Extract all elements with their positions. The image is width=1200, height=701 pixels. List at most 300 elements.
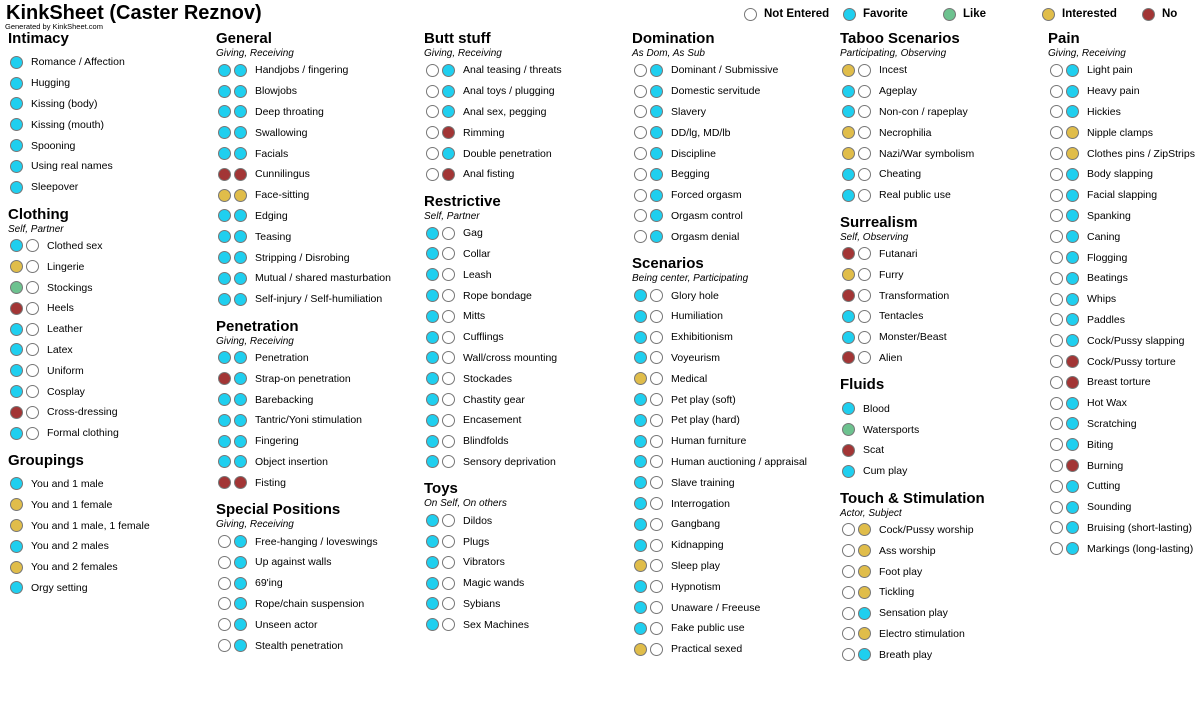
choice-circle[interactable] — [234, 577, 247, 590]
choice-circle[interactable] — [442, 105, 455, 118]
kink-label: Sybians — [463, 597, 501, 610]
choice-circle[interactable] — [842, 586, 855, 599]
choice-circle[interactable] — [442, 268, 455, 281]
choice-circle[interactable] — [218, 293, 231, 306]
choice-circle[interactable] — [634, 310, 647, 323]
choice-circle[interactable] — [634, 435, 647, 448]
choice-circle[interactable] — [234, 597, 247, 610]
section-gap — [216, 310, 391, 318]
choice-circle[interactable] — [442, 289, 455, 302]
choice-circle[interactable] — [858, 648, 871, 661]
choice-circle[interactable] — [234, 189, 247, 202]
choice-circle[interactable] — [842, 465, 855, 478]
choice-circle[interactable] — [1050, 105, 1063, 118]
section-gap — [8, 198, 150, 206]
choice-circle[interactable] — [442, 393, 455, 406]
choice-circle[interactable] — [442, 535, 455, 548]
choice-circle[interactable] — [1050, 189, 1063, 202]
choice-circle[interactable] — [1050, 417, 1063, 430]
choice-circle[interactable] — [858, 627, 871, 640]
choice-circle[interactable] — [650, 310, 663, 323]
choice-circle[interactable] — [1066, 521, 1079, 534]
choice-circle[interactable] — [234, 639, 247, 652]
choice-circle[interactable] — [1050, 230, 1063, 243]
choice-circle[interactable] — [1066, 251, 1079, 264]
choice-circle[interactable] — [858, 544, 871, 557]
choice-circle[interactable] — [842, 147, 855, 160]
choice-circle[interactable] — [650, 372, 663, 385]
choice-circle[interactable] — [650, 580, 663, 593]
choice-circle[interactable] — [650, 351, 663, 364]
choice-circle[interactable] — [218, 393, 231, 406]
kink-item — [424, 594, 562, 615]
choice-circle[interactable] — [218, 64, 231, 77]
choice-circle[interactable] — [426, 147, 439, 160]
choice-circle[interactable] — [218, 639, 231, 652]
choice-circle[interactable] — [234, 64, 247, 77]
choice-circle[interactable] — [234, 251, 247, 264]
choice-circle[interactable] — [442, 168, 455, 181]
choice-circle[interactable] — [650, 331, 663, 344]
choice-circle[interactable] — [442, 577, 455, 590]
kink-label: Rimming — [463, 126, 505, 139]
choice-circle[interactable] — [218, 577, 231, 590]
choice-circle[interactable] — [442, 126, 455, 139]
choice-circle[interactable] — [1050, 397, 1063, 410]
choice-circle[interactable] — [858, 586, 871, 599]
choice-circle[interactable] — [442, 85, 455, 98]
choice-circle[interactable] — [650, 168, 663, 181]
choice-circle[interactable] — [10, 160, 23, 173]
choice-circle[interactable] — [1066, 542, 1079, 555]
choice-circle[interactable] — [218, 147, 231, 160]
choice-circle[interactable] — [650, 209, 663, 222]
choice-circle[interactable] — [442, 414, 455, 427]
choice-circle[interactable] — [634, 105, 647, 118]
choice-circle[interactable] — [26, 281, 39, 294]
choice-circle[interactable] — [1066, 334, 1079, 347]
choice-circle[interactable] — [1050, 376, 1063, 389]
choice-circle[interactable] — [1050, 480, 1063, 493]
choice-circle[interactable] — [650, 455, 663, 468]
choice-circle[interactable] — [426, 331, 439, 344]
choice-circle[interactable] — [10, 343, 23, 356]
choice-circle[interactable] — [1066, 189, 1079, 202]
choice-circle[interactable] — [650, 289, 663, 302]
choice-circle[interactable] — [10, 56, 23, 69]
choice-circle[interactable] — [218, 597, 231, 610]
choice-circle[interactable] — [442, 597, 455, 610]
choice-circle[interactable] — [26, 260, 39, 273]
choice-circle[interactable] — [1050, 168, 1063, 181]
choice-circle[interactable] — [426, 85, 439, 98]
choice-circle[interactable] — [650, 559, 663, 572]
choice-circle[interactable] — [634, 372, 647, 385]
choice-circle[interactable] — [1050, 313, 1063, 326]
kink-label: Wall/cross mounting — [463, 351, 558, 364]
choice-circle[interactable] — [218, 126, 231, 139]
kink-label: Whips — [1087, 293, 1117, 306]
choice-circle[interactable] — [634, 289, 647, 302]
choice-circle[interactable] — [10, 97, 23, 110]
choice-circle[interactable] — [1066, 293, 1079, 306]
choice-circle[interactable] — [426, 455, 439, 468]
choice-circle[interactable] — [442, 64, 455, 77]
choice-circle[interactable] — [10, 323, 23, 336]
choice-circle[interactable] — [218, 168, 231, 181]
choice-circle[interactable] — [234, 147, 247, 160]
choice-circle[interactable] — [650, 64, 663, 77]
choice-circle[interactable] — [634, 85, 647, 98]
choice-circle[interactable] — [234, 272, 247, 285]
choice-circle[interactable] — [1050, 147, 1063, 160]
choice-circle[interactable] — [634, 455, 647, 468]
choice-circle[interactable] — [1066, 501, 1079, 514]
kink-label: Swallowing — [255, 126, 308, 139]
choice-circle[interactable] — [26, 323, 39, 336]
choice-circle[interactable] — [1066, 397, 1079, 410]
choice-circle[interactable] — [858, 126, 871, 139]
choice-circle[interactable] — [10, 519, 23, 532]
choice-circle[interactable] — [426, 105, 439, 118]
choice-circle[interactable] — [650, 105, 663, 118]
choice-circle[interactable] — [10, 181, 23, 194]
choice-circle[interactable] — [10, 561, 23, 574]
choice-circle[interactable] — [634, 414, 647, 427]
choice-circle[interactable] — [1066, 85, 1079, 98]
choice-circle[interactable] — [234, 85, 247, 98]
kink-item — [632, 306, 807, 327]
choice-circle[interactable] — [634, 168, 647, 181]
choice-circle[interactable] — [26, 385, 39, 398]
choice-circle[interactable] — [426, 168, 439, 181]
choice-circle[interactable] — [1050, 501, 1063, 514]
choice-circle[interactable] — [1050, 334, 1063, 347]
choice-circle[interactable] — [426, 64, 439, 77]
choice-circle[interactable] — [1050, 293, 1063, 306]
choice-circle[interactable] — [426, 514, 439, 527]
choice-circle[interactable] — [1066, 438, 1079, 451]
choice-circle[interactable] — [634, 189, 647, 202]
choice-circle[interactable] — [650, 539, 663, 552]
choice-circle[interactable] — [842, 331, 855, 344]
choice-circle[interactable] — [1066, 105, 1079, 118]
choice-circle[interactable] — [234, 209, 247, 222]
choice-circle[interactable] — [1066, 376, 1079, 389]
choice-circle[interactable] — [1050, 64, 1063, 77]
section-intimacy — [8, 30, 150, 206]
choice-circle[interactable] — [218, 372, 231, 385]
choice-circle[interactable] — [442, 227, 455, 240]
kink-label: Tickling — [879, 586, 915, 599]
choice-circle[interactable] — [10, 406, 23, 419]
kink-item — [216, 472, 391, 493]
choice-circle[interactable] — [218, 105, 231, 118]
choice-circle[interactable] — [1050, 521, 1063, 534]
choice-circle[interactable] — [426, 227, 439, 240]
kink-label: You and 1 male — [31, 477, 104, 490]
choice-circle[interactable] — [1066, 459, 1079, 472]
choice-circle[interactable] — [426, 289, 439, 302]
choice-circle[interactable] — [1066, 168, 1079, 181]
choice-circle[interactable] — [842, 64, 855, 77]
choice-circle[interactable] — [634, 643, 647, 656]
choice-circle[interactable] — [842, 423, 855, 436]
choice-circle[interactable] — [218, 209, 231, 222]
choice-circle[interactable] — [10, 118, 23, 131]
choice-circle[interactable] — [1066, 126, 1079, 139]
choice-circle[interactable] — [218, 189, 231, 202]
choice-circle[interactable] — [858, 189, 871, 202]
kink-label: Sleep play — [671, 559, 721, 572]
kink-label: Humiliation — [671, 310, 723, 323]
choice-circle[interactable] — [842, 402, 855, 415]
choice-circle[interactable] — [858, 351, 871, 364]
choice-circle[interactable] — [1066, 480, 1079, 493]
choice-circle[interactable] — [234, 351, 247, 364]
choice-circle[interactable] — [218, 272, 231, 285]
choice-circle[interactable] — [426, 597, 439, 610]
choice-circle[interactable] — [650, 189, 663, 202]
kink-item — [840, 60, 985, 81]
choice-circle[interactable] — [650, 622, 663, 635]
choice-circle[interactable] — [442, 351, 455, 364]
choice-circle[interactable] — [10, 498, 23, 511]
choice-circle[interactable] — [858, 268, 871, 281]
choice-circle[interactable] — [634, 230, 647, 243]
choice-circle[interactable] — [858, 523, 871, 536]
choice-circle[interactable] — [858, 331, 871, 344]
choice-circle[interactable] — [1050, 85, 1063, 98]
choice-circle[interactable] — [650, 147, 663, 160]
choice-circle[interactable] — [634, 476, 647, 489]
choice-circle[interactable] — [1050, 251, 1063, 264]
kink-label: Gag — [463, 227, 483, 240]
kink-label: Kissing (body) — [31, 97, 98, 110]
choice-circle[interactable] — [650, 126, 663, 139]
choice-circle[interactable] — [442, 618, 455, 631]
choice-circle[interactable] — [426, 247, 439, 260]
choice-circle[interactable] — [10, 260, 23, 273]
choice-circle[interactable] — [634, 393, 647, 406]
choice-circle[interactable] — [218, 351, 231, 364]
choice-circle[interactable] — [26, 406, 39, 419]
choice-circle[interactable] — [218, 556, 231, 569]
choice-circle[interactable] — [426, 414, 439, 427]
choice-circle[interactable] — [1050, 542, 1063, 555]
choice-circle[interactable] — [234, 455, 247, 468]
kink-label: Ageplay — [879, 85, 917, 98]
choice-circle[interactable] — [218, 435, 231, 448]
choice-circle[interactable] — [10, 302, 23, 315]
section-taboo-scenarios — [840, 30, 985, 214]
choice-circle[interactable] — [1066, 272, 1079, 285]
choice-circle[interactable] — [426, 618, 439, 631]
choice-circle[interactable] — [10, 427, 23, 440]
choice-circle[interactable] — [842, 648, 855, 661]
choice-circle[interactable] — [1066, 313, 1079, 326]
choice-circle[interactable] — [634, 147, 647, 160]
choice-circle[interactable] — [1050, 126, 1063, 139]
choice-circle[interactable] — [442, 556, 455, 569]
choice-circle[interactable] — [842, 310, 855, 323]
choice-circle[interactable] — [442, 455, 455, 468]
choice-circle[interactable] — [650, 601, 663, 614]
choice-circle[interactable] — [842, 105, 855, 118]
choice-circle[interactable] — [634, 497, 647, 510]
choice-circle[interactable] — [218, 476, 231, 489]
kink-label: Begging — [671, 168, 710, 181]
choice-circle[interactable] — [634, 331, 647, 344]
choice-circle[interactable] — [26, 364, 39, 377]
choice-circle[interactable] — [1066, 230, 1079, 243]
choice-circle[interactable] — [234, 535, 247, 548]
choice-circle[interactable] — [426, 372, 439, 385]
choice-circle[interactable] — [634, 351, 647, 364]
choice-circle[interactable] — [234, 168, 247, 181]
choice-circle[interactable] — [426, 126, 439, 139]
choice-circle[interactable] — [218, 251, 231, 264]
choice-circle[interactable] — [1066, 209, 1079, 222]
choice-circle[interactable] — [1050, 209, 1063, 222]
choice-circle[interactable] — [858, 247, 871, 260]
choice-circle[interactable] — [858, 85, 871, 98]
choice-circle[interactable] — [634, 126, 647, 139]
choice-circle[interactable] — [10, 281, 23, 294]
choice-circle[interactable] — [858, 105, 871, 118]
choice-circle[interactable] — [842, 523, 855, 536]
choice-circle[interactable] — [218, 455, 231, 468]
choice-circle[interactable] — [1066, 355, 1079, 368]
choice-circle[interactable] — [1066, 417, 1079, 430]
choice-circle[interactable] — [1050, 459, 1063, 472]
choice-circle[interactable] — [234, 476, 247, 489]
choice-circle[interactable] — [650, 435, 663, 448]
choice-circle[interactable] — [634, 64, 647, 77]
choice-circle[interactable] — [650, 230, 663, 243]
choice-circle[interactable] — [234, 435, 247, 448]
choice-circle[interactable] — [26, 343, 39, 356]
choice-circle[interactable] — [842, 444, 855, 457]
choice-circle[interactable] — [234, 372, 247, 385]
choice-circle[interactable] — [10, 239, 23, 252]
choice-circle[interactable] — [218, 535, 231, 548]
choice-circle[interactable] — [234, 414, 247, 427]
choice-circle[interactable] — [26, 239, 39, 252]
choice-circle[interactable] — [634, 559, 647, 572]
choice-circle[interactable] — [26, 427, 39, 440]
choice-circle[interactable] — [10, 581, 23, 594]
choice-circle[interactable] — [1050, 272, 1063, 285]
choice-circle[interactable] — [10, 139, 23, 152]
choice-circle[interactable] — [426, 268, 439, 281]
choice-circle[interactable] — [634, 622, 647, 635]
choice-circle[interactable] — [218, 414, 231, 427]
choice-circle[interactable] — [442, 331, 455, 344]
choice-circle[interactable] — [426, 310, 439, 323]
choice-circle[interactable] — [1050, 355, 1063, 368]
choice-circle[interactable] — [650, 497, 663, 510]
choice-circle[interactable] — [858, 289, 871, 302]
choice-circle[interactable] — [234, 105, 247, 118]
choice-circle[interactable] — [842, 247, 855, 260]
choice-circle[interactable] — [634, 539, 647, 552]
choice-circle[interactable] — [426, 556, 439, 569]
choice-circle[interactable] — [10, 385, 23, 398]
choice-circle[interactable] — [634, 601, 647, 614]
choice-circle[interactable] — [858, 310, 871, 323]
choice-circle[interactable] — [426, 351, 439, 364]
choice-circle[interactable] — [858, 607, 871, 620]
choice-circle[interactable] — [1066, 147, 1079, 160]
choice-circle[interactable] — [234, 556, 247, 569]
choice-circle[interactable] — [1050, 438, 1063, 451]
choice-circle[interactable] — [234, 293, 247, 306]
choice-circle[interactable] — [634, 580, 647, 593]
choice-circle[interactable] — [842, 268, 855, 281]
choice-circle[interactable] — [26, 302, 39, 315]
choice-circle[interactable] — [858, 147, 871, 160]
choice-circle[interactable] — [650, 85, 663, 98]
choice-circle[interactable] — [426, 577, 439, 590]
choice-circle[interactable] — [858, 64, 871, 77]
choice-circle[interactable] — [842, 189, 855, 202]
choice-circle[interactable] — [650, 476, 663, 489]
choice-circle[interactable] — [842, 607, 855, 620]
choice-circle[interactable] — [442, 372, 455, 385]
kink-label: Plugs — [463, 535, 490, 548]
choice-circle[interactable] — [442, 514, 455, 527]
choice-circle[interactable] — [842, 351, 855, 364]
choice-circle[interactable] — [442, 435, 455, 448]
choice-circle[interactable] — [10, 477, 23, 490]
choice-circle[interactable] — [218, 85, 231, 98]
choice-circle[interactable] — [634, 518, 647, 531]
choice-circle[interactable] — [842, 544, 855, 557]
choice-circle[interactable] — [842, 168, 855, 181]
choice-circle[interactable] — [234, 126, 247, 139]
choice-circle[interactable] — [10, 77, 23, 90]
choice-circle[interactable] — [234, 618, 247, 631]
choice-circle[interactable] — [634, 209, 647, 222]
choice-circle[interactable] — [218, 230, 231, 243]
choice-circle[interactable] — [858, 168, 871, 181]
choice-circle[interactable] — [650, 643, 663, 656]
choice-circle[interactable] — [650, 393, 663, 406]
kink-label: Monster/Beast — [879, 331, 947, 344]
choice-circle[interactable] — [858, 565, 871, 578]
choice-circle[interactable] — [842, 627, 855, 640]
choice-circle[interactable] — [842, 289, 855, 302]
choice-circle[interactable] — [650, 518, 663, 531]
choice-circle[interactable] — [426, 393, 439, 406]
choice-circle[interactable] — [842, 565, 855, 578]
choice-circle[interactable] — [218, 618, 231, 631]
choice-circle[interactable] — [650, 414, 663, 427]
choice-circle[interactable] — [10, 540, 23, 553]
choice-circle[interactable] — [10, 364, 23, 377]
choice-circle[interactable] — [426, 435, 439, 448]
choice-circle[interactable] — [442, 310, 455, 323]
choice-circle[interactable] — [442, 147, 455, 160]
choice-circle[interactable] — [442, 247, 455, 260]
choice-circle[interactable] — [842, 85, 855, 98]
choice-circle[interactable] — [426, 535, 439, 548]
choice-circle[interactable] — [1066, 64, 1079, 77]
choice-circle[interactable] — [234, 393, 247, 406]
choice-circle[interactable] — [842, 126, 855, 139]
choice-circle[interactable] — [234, 230, 247, 243]
